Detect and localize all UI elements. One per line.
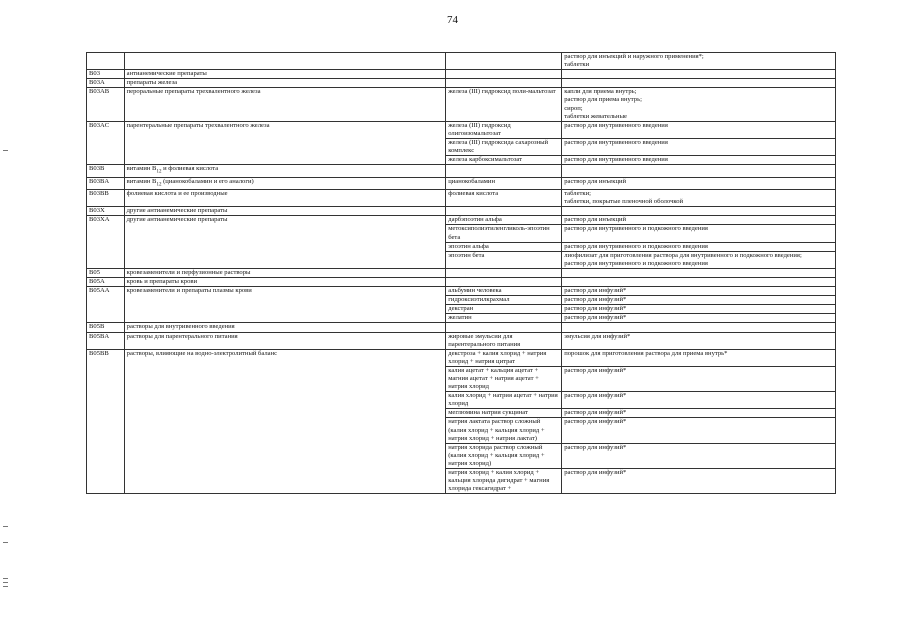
drug-name-cell: декстран [446, 305, 562, 314]
dosage-form-line: раствор для инфузий* [564, 287, 627, 295]
anatomical-therapeutic-group-cell [124, 53, 446, 70]
drug-name-cell: гидроксиэтилкрахмал [446, 296, 562, 305]
dosage-form-cell [562, 53, 836, 70]
table-row [87, 268, 836, 277]
anatomical-therapeutic-group-cell: кровезаменители и перфузионные растворы [124, 268, 446, 277]
drug-name-cell: калия хлорид + натрия ацетат + натрия хлорид [446, 392, 562, 409]
table-row [87, 190, 836, 207]
atc-code-cell: B03AC [87, 121, 125, 164]
drug-name-cell: железа (III) гидроксид поли-мальтозат [446, 88, 562, 121]
table-row [87, 349, 836, 366]
dosage-form-cell [562, 156, 836, 165]
drug-name-cell [446, 277, 562, 286]
table-row [87, 323, 836, 332]
dosage-form-line: раствор для внутривенного и подкожного введения [564, 242, 708, 250]
anatomical-therapeutic-group-cell: парентеральные препараты трехвалентного железа [124, 121, 446, 164]
anatomical-therapeutic-group-cell: фолиевая кислота и ее производные [124, 190, 446, 207]
atc-code-cell: B05B [87, 323, 125, 332]
dosage-form-cell [562, 207, 836, 216]
dosage-form-line: раствор для инфузий* [564, 418, 627, 426]
drug-name-cell: альбумин человека [446, 287, 562, 296]
drug-name-cell: натрия хлорида раствор сложный (калия хлорид + кальция хлорид + натрия хлорид) [446, 443, 562, 468]
table-body [87, 53, 836, 494]
dosage-form-cell [562, 323, 836, 332]
table-row [87, 79, 836, 88]
table-row [87, 216, 836, 225]
dosage-form-line: сироп; [564, 104, 583, 112]
dosage-form-cell [562, 287, 836, 296]
drug-name-cell [446, 53, 562, 70]
dosage-form-cell [562, 305, 836, 314]
dosage-form-cell [562, 349, 836, 366]
anatomical-therapeutic-group-cell: кровезаменители и препараты плазмы крови [124, 287, 446, 323]
anatomical-therapeutic-group-cell: антианемические препараты [124, 70, 446, 79]
dosage-form-line: капли для приема внутрь; [564, 88, 637, 96]
dosage-form-line: раствор для приема внутрь; [564, 96, 642, 104]
dosage-form-line: эмульсия для инфузий* [564, 332, 631, 340]
drug-name-cell: дарбэпоэтин альфа [446, 216, 562, 225]
dosage-form-cell [562, 225, 836, 242]
dosage-form-line: раствор для инфузий* [564, 443, 627, 451]
table-row [87, 121, 836, 138]
dosage-form-line: раствор для внутривенного введения [564, 156, 668, 164]
drug-name-cell: калия ацетат + кальция ацетат + магния ацетат + натрия ацетат + натрия хлорид [446, 366, 562, 391]
drug-classification-table [86, 52, 836, 494]
dosage-form-cell [562, 409, 836, 418]
table-row [87, 88, 836, 121]
drug-name-cell: железа (III) гидроксида сахарозный комплекс [446, 138, 562, 155]
dosage-form-line: раствор для инъекций [564, 177, 627, 185]
drug-name-cell: железа карбоксимальтозат [446, 156, 562, 165]
dosage-form-line: раствор для внутривенного введения [564, 138, 668, 146]
anatomical-therapeutic-group-cell: другие антианемические препараты [124, 207, 446, 216]
dosage-form-line: раствор для внутривенного введения [564, 121, 668, 129]
dosage-form-cell [562, 268, 836, 277]
scan-edge-marks [3, 0, 9, 640]
atc-code-cell: B05BA [87, 332, 125, 349]
atc-code-cell: B03BB [87, 190, 125, 207]
anatomical-therapeutic-group-cell: кровь и препараты крови [124, 277, 446, 286]
drug-name-cell: железа (III) гидроксид олигоизомальтозат [446, 121, 562, 138]
table-row [87, 165, 836, 177]
dosage-form-cell [562, 418, 836, 443]
dosage-form-cell [562, 138, 836, 155]
dosage-form-line: лиофилизат для приготовления раствора для внутривенного и подкожного введения; [564, 251, 802, 259]
dosage-form-cell [562, 251, 836, 268]
atc-code-cell: B03AB [87, 88, 125, 121]
drug-name-cell [446, 165, 562, 177]
atc-code-cell: B03XA [87, 216, 125, 269]
drug-name-cell: эпоэтин бета [446, 251, 562, 268]
drug-name-cell: декстроза + калия хлорид + натрия хлорид + натрия цитрат [446, 349, 562, 366]
dosage-form-cell [562, 79, 836, 88]
dosage-form-cell [562, 277, 836, 286]
table-row [87, 177, 836, 189]
table-row [87, 332, 836, 349]
dosage-form-line: раствор для инфузий* [564, 305, 627, 313]
table-row [87, 53, 836, 70]
drug-name-cell: эпоэтин альфа [446, 242, 562, 251]
table-row [87, 207, 836, 216]
dosage-form-cell [562, 314, 836, 323]
drug-name-cell: цианокобаламин [446, 177, 562, 189]
dosage-form-line: раствор для инфузий* [564, 409, 627, 417]
drug-name-cell: метоксиполиэтиленгликоль-эпоэтин бета [446, 225, 562, 242]
drug-name-cell: жировые эмульсии для парентерального питания [446, 332, 562, 349]
anatomical-therapeutic-group-cell: растворы, влияющие на водно-электролитный баланс [124, 349, 446, 494]
atc-code-cell: B05 [87, 268, 125, 277]
anatomical-therapeutic-group-cell: пероральные препараты трехвалентного железа [124, 88, 446, 121]
dosage-form-line: раствор для инфузий* [564, 314, 627, 322]
anatomical-therapeutic-group-cell: другие антианемические препараты [124, 216, 446, 269]
dosage-form-line: таблетки жевательные [564, 112, 627, 120]
atc-code-cell: B05AA [87, 287, 125, 323]
drug-name-cell: натрия хлорид + калия хлорид + кальция хлорида дигидрат + магния хлорида гексагидрат + [446, 469, 562, 494]
dosage-form-cell [562, 190, 836, 207]
dosage-form-cell [562, 296, 836, 305]
drug-name-cell [446, 207, 562, 216]
anatomical-therapeutic-group-cell: витамин $B_{12}$ и фолиевая кислота [124, 165, 446, 177]
atc-code-cell: B05BB [87, 349, 125, 494]
dosage-form-line: таблетки; [564, 190, 591, 198]
drug-name-cell [446, 268, 562, 277]
drug-name-cell [446, 70, 562, 79]
anatomical-therapeutic-group-cell: препараты железа [124, 79, 446, 88]
dosage-form-line: раствор для инфузий* [564, 296, 627, 304]
dosage-form-cell [562, 121, 836, 138]
dosage-form-line: раствор для инъекций [564, 216, 627, 224]
dosage-form-line: таблетки [564, 61, 590, 69]
drug-name-cell: натрия лактата раствор сложный (калия хлорид + кальция хлорид + натрия хлорид + натрия лактат) [446, 418, 562, 443]
page-number: 74 [447, 14, 458, 26]
dosage-form-cell [562, 165, 836, 177]
drug-name-cell: меглюмина натрия сукцинат [446, 409, 562, 418]
anatomical-therapeutic-group-cell: витамин $B_{12}$ (цианокобаламин и его аналоги) [124, 177, 446, 189]
dosage-form-cell [562, 70, 836, 79]
atc-code-cell: B03X [87, 207, 125, 216]
atc-code-cell: B03A [87, 79, 125, 88]
dosage-form-cell [562, 469, 836, 494]
dosage-form-line: раствор для внутривенного и подкожного введения [564, 225, 708, 233]
dosage-form-cell [562, 242, 836, 251]
drug-name-cell: фолиевая кислота [446, 190, 562, 207]
dosage-form-cell [562, 332, 836, 349]
drug-name-cell [446, 79, 562, 88]
dosage-form-line: порошок для приготовления раствора для приема внутрь* [564, 349, 728, 357]
atc-code-cell: B05A [87, 277, 125, 286]
anatomical-therapeutic-group-cell: растворы для парентерального питания [124, 332, 446, 349]
drug-name-cell [446, 323, 562, 332]
dosage-form-line: раствор для инъекций и наружного применения*; [564, 53, 704, 60]
dosage-form-cell [562, 443, 836, 468]
dosage-form-cell [562, 366, 836, 391]
dosage-form-cell [562, 177, 836, 189]
atc-code-cell: B03 [87, 70, 125, 79]
dosage-form-cell [562, 88, 836, 121]
atc-code-cell: B03BA [87, 177, 125, 189]
dosage-form-cell [562, 216, 836, 225]
anatomical-therapeutic-group-cell: растворы для внутривенного введения [124, 323, 446, 332]
table-row [87, 277, 836, 286]
dosage-form-line: раствор для инфузий* [564, 366, 627, 374]
dosage-form-line: раствор для инфузий* [564, 392, 627, 400]
dosage-form-cell [562, 392, 836, 409]
dosage-form-line: раствор для инфузий* [564, 469, 627, 477]
dosage-form-line: раствор для внутривенного и подкожного введения [564, 259, 708, 267]
atc-code-cell [87, 53, 125, 70]
drug-name-cell: желатин [446, 314, 562, 323]
dosage-form-line: таблетки, покрытые пленочной оболочкой [564, 198, 684, 206]
table-row [87, 287, 836, 296]
table-row [87, 70, 836, 79]
atc-code-cell: B03B [87, 165, 125, 177]
